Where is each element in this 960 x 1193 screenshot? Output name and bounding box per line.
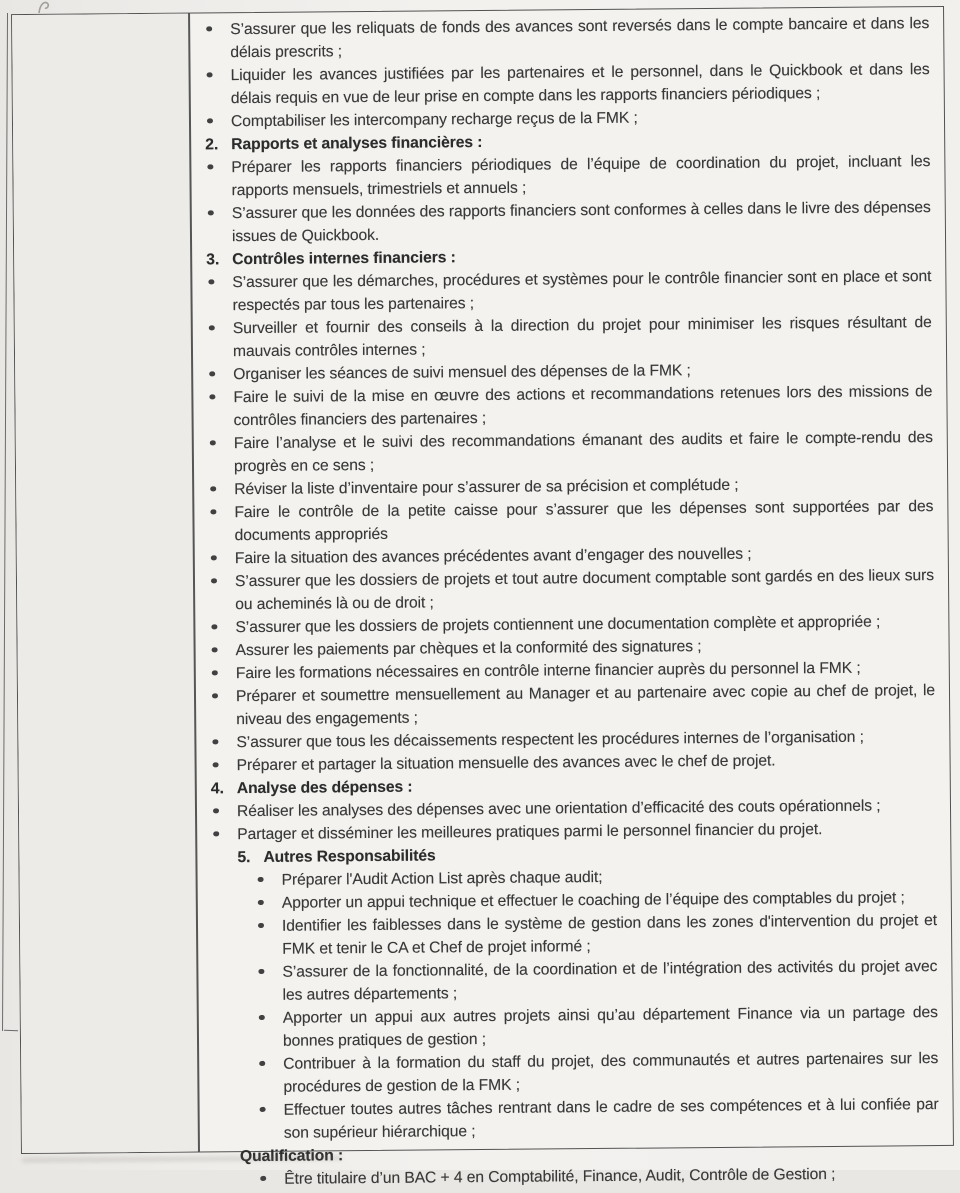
item-text: Autres Responsabilités — [263, 847, 436, 866]
item-text: Apporter un appui aux autres projets ainsi qu’au département Finance via un partage des bonnes pratiques de gestion ; — [282, 1004, 938, 1050]
list-item — [199, 1047, 940, 1099]
bullet-icon — [256, 892, 282, 915]
list-item — [196, 679, 937, 731]
bullet-icon — [209, 570, 235, 616]
scan-artifact-tick — [4, 1030, 18, 1032]
list-item — [199, 1001, 940, 1053]
item-text: Contrôles internes financiers : — [232, 249, 456, 269]
item-text: Faire les formations nécessaires en contrôle interne financier auprès du personnel la FMK ; — [235, 659, 861, 683]
item-text: Préparer l'Audit Action List après chaque audit; — [281, 868, 603, 889]
bullet-icon — [204, 18, 230, 64]
bullet-dot-icon — [212, 670, 218, 676]
content-list — [190, 12, 941, 1191]
list-item — [193, 311, 934, 363]
pen-mark-artifact — [36, 0, 54, 14]
bullet-icon — [210, 639, 236, 662]
bullet-icon — [207, 363, 233, 386]
job-description-table — [11, 6, 954, 1188]
bullet-icon — [207, 386, 233, 432]
bullet-icon — [210, 731, 236, 754]
item-text: Faire l’analyse et le suivi des recommandations émanant des audits et faire le compte-rendu des progrès en ce sens ; — [233, 429, 933, 476]
bullet-dot-icon — [212, 693, 218, 699]
bullet-dot-icon — [213, 762, 219, 768]
bullet-dot-icon — [212, 739, 218, 745]
item-text: Liquider les avances justifiées par les partenaires et le personnel, dans le Quickbook et dans les délais requis en vue de leur prise en compte dans les rapports financiers périodiques ; — [230, 61, 930, 108]
list-item — [198, 955, 939, 1007]
bullet-dot-icon — [258, 969, 264, 975]
bullet-dot-icon — [210, 486, 216, 492]
bullet-dot-icon — [258, 923, 264, 929]
bullet-icon — [209, 547, 235, 570]
number-label: 5. — [237, 849, 251, 867]
bullet-icon — [210, 685, 236, 731]
item-text: S’assurer de la fonctionnalité, de la coordination et de l’intégration des activités du projet avec les autres départements ; — [282, 958, 938, 1004]
list-item — [195, 564, 936, 616]
item-text: Contribuer à la formation du staff du projet, des communautés et autres partenaires sur les procédures de gestion de la FMK ; — [283, 1050, 939, 1096]
bullet-icon — [256, 915, 282, 961]
list-item — [198, 909, 939, 961]
bullet-dot-icon — [259, 1015, 265, 1021]
bullet-dot-icon — [258, 900, 264, 906]
item-text: Réaliser les analyses des dépenses avec une orientation d’efficacité des couts opérationnels ; — [236, 797, 881, 821]
bullet-icon — [258, 1099, 284, 1145]
list-item — [192, 196, 933, 248]
item-text: S’assurer que tous les décaissements respectent les procédures internes de l’organisation ; — [236, 728, 864, 752]
item-text: Être titulaire d’un BAC + 4 en Comptabilité, Finance, Audit, Contrôle de Gestion ; — [284, 1165, 836, 1188]
bullet-icon — [208, 432, 234, 478]
bullet-dot-icon — [211, 624, 217, 630]
item-text: Organiser les séances de suivi mensuel des dépenses de la FMK ; — [233, 362, 691, 384]
bullet-icon — [208, 501, 234, 547]
item-text: Apporter un appui technique et effectuer le coaching de l’équipe des comptables du projet ; — [281, 889, 905, 912]
number-label: 2. — [205, 136, 219, 154]
bullet-dot-icon — [207, 164, 213, 170]
bullet-dot-icon — [260, 1176, 266, 1182]
bullet-icon — [211, 800, 237, 823]
bullet-dot-icon — [210, 440, 216, 446]
bullet-icon — [205, 156, 231, 202]
bullet-icon — [204, 64, 230, 110]
bullet-icon — [205, 110, 231, 133]
number-label: 4. — [210, 780, 224, 798]
bullet-icon — [209, 616, 235, 639]
item-text: Identifier les faiblesses dans le système de gestion dans les zones d'intervention du projet et FMK et tenir le CA et Chef de projet informé ; — [281, 912, 938, 958]
bullet-dot-icon — [209, 325, 215, 331]
table-left-cell-empty — [12, 14, 198, 1153]
bullet-dot-icon — [208, 210, 214, 216]
list-item — [190, 12, 931, 64]
item-text: S’assurer que les démarches, procédures et systèmes pour le contrôle financier sont en place et sont respectés par tous les partenaires ; — [232, 268, 932, 315]
bullet-icon — [210, 662, 236, 685]
item-text: Effectuer toutes autres tâches rentrant dans le cadre de ses compétences et à lui confiée par son supérieur hiérarchique ; — [283, 1096, 939, 1142]
list-item — [194, 495, 935, 547]
item-text: Préparer et partager la situation mensuelle des avances avec le chef de projet. — [236, 752, 776, 775]
bullet-dot-icon — [259, 1061, 265, 1067]
item-text: Comptabiliser les intercompany recharge reçus de la FMK ; — [230, 109, 638, 131]
item-text: Faire le contrôle de la petite caisse pour s’assurer que les dépenses sont supportées par des documents appropriés — [234, 498, 934, 545]
bullet-dot-icon — [211, 555, 217, 561]
item-text: Surveiller et fournir des conseils à la direction du projet pour minimiser les risques résultant de mauvais contrôles internes ; — [232, 314, 932, 361]
item-text: S’assurer que les dossiers de projets contiennent une documentation complète et appropriée ; — [235, 613, 881, 637]
item-text: Préparer les rapports financiers périodiques de l’équipe de coordination du projet, incluant les rapports mensuels, trimestriels et annuels ; — [231, 153, 931, 200]
bullet-icon — [207, 317, 233, 363]
bullet-dot-icon — [208, 279, 214, 285]
bullet-dot-icon — [213, 831, 219, 837]
bullet-icon — [206, 202, 232, 248]
item-text: Partager et disséminer les meilleures pratiques parmi le personnel financier du projet. — [237, 821, 823, 844]
bullet-icon — [211, 823, 237, 846]
bullet-icon — [257, 1053, 283, 1099]
bullet-icon — [258, 1168, 284, 1191]
item-text: Faire la situation des avances précédentes avant d’engager des nouvelles ; — [234, 545, 752, 568]
bullet-dot-icon — [207, 72, 213, 78]
bullet-icon — [208, 478, 234, 501]
list-item — [194, 426, 935, 478]
item-text: Préparer et soumettre mensuellement au Manager et au partenaire avec copie au chef de projet, le niveau des engagements ; — [235, 682, 936, 729]
bullet-dot-icon — [260, 1107, 266, 1113]
number-label: 3. — [206, 251, 220, 269]
bullet-dot-icon — [206, 26, 212, 32]
list-item — [191, 150, 932, 202]
bullet-dot-icon — [210, 509, 216, 515]
bullet-dot-icon — [213, 808, 219, 814]
bullet-dot-icon — [207, 118, 213, 124]
bullet-icon — [206, 271, 232, 317]
item-text: Rapports et analyses financières : — [231, 133, 483, 154]
item-text: Faire le suivi de la mise en œuvre des actions et recommandations retenues lors des missions de contrôles financiers des partenaires ; — [233, 383, 933, 430]
scan-artifact-line — [2, 13, 8, 1031]
item-text: Assurer les paiements par chèques et la conformité des signatures ; — [235, 638, 702, 660]
list-item — [200, 1093, 941, 1145]
item-text: S’assurer que les données des rapports financiers sont conformes à celles dans le livre des dépenses issues de Quickbook. — [231, 199, 931, 246]
bullet-icon — [257, 1007, 283, 1053]
list-item — [192, 265, 933, 317]
bullet-icon — [256, 869, 282, 892]
bullet-dot-icon — [209, 371, 215, 377]
item-text: S’assurer que les dossiers de projets et tout autre document comptable sont gardés en des lieux surs ou acheminés là ou de droit ; — [234, 567, 935, 614]
item-text: Réviser la liste d’inventaire pour s’assurer de sa précision et complétude ; — [234, 476, 739, 499]
item-text: Analyse des dépenses : — [236, 778, 413, 798]
list-item — [193, 380, 934, 432]
item-text: Qualification : — [239, 1147, 344, 1166]
bullet-icon — [211, 754, 237, 777]
list-item — [190, 58, 931, 110]
bullet-dot-icon — [209, 394, 215, 400]
item-text: S’assurer que les reliquats de fonds des avances sont reversés dans le compte bancaire et dans les délais prescrits ; — [230, 15, 930, 62]
bullet-icon — [256, 961, 282, 1007]
bullet-dot-icon — [258, 877, 264, 883]
bullet-dot-icon — [212, 647, 218, 653]
bullet-dot-icon — [211, 578, 217, 584]
responsibilities-cell — [190, 7, 953, 1188]
